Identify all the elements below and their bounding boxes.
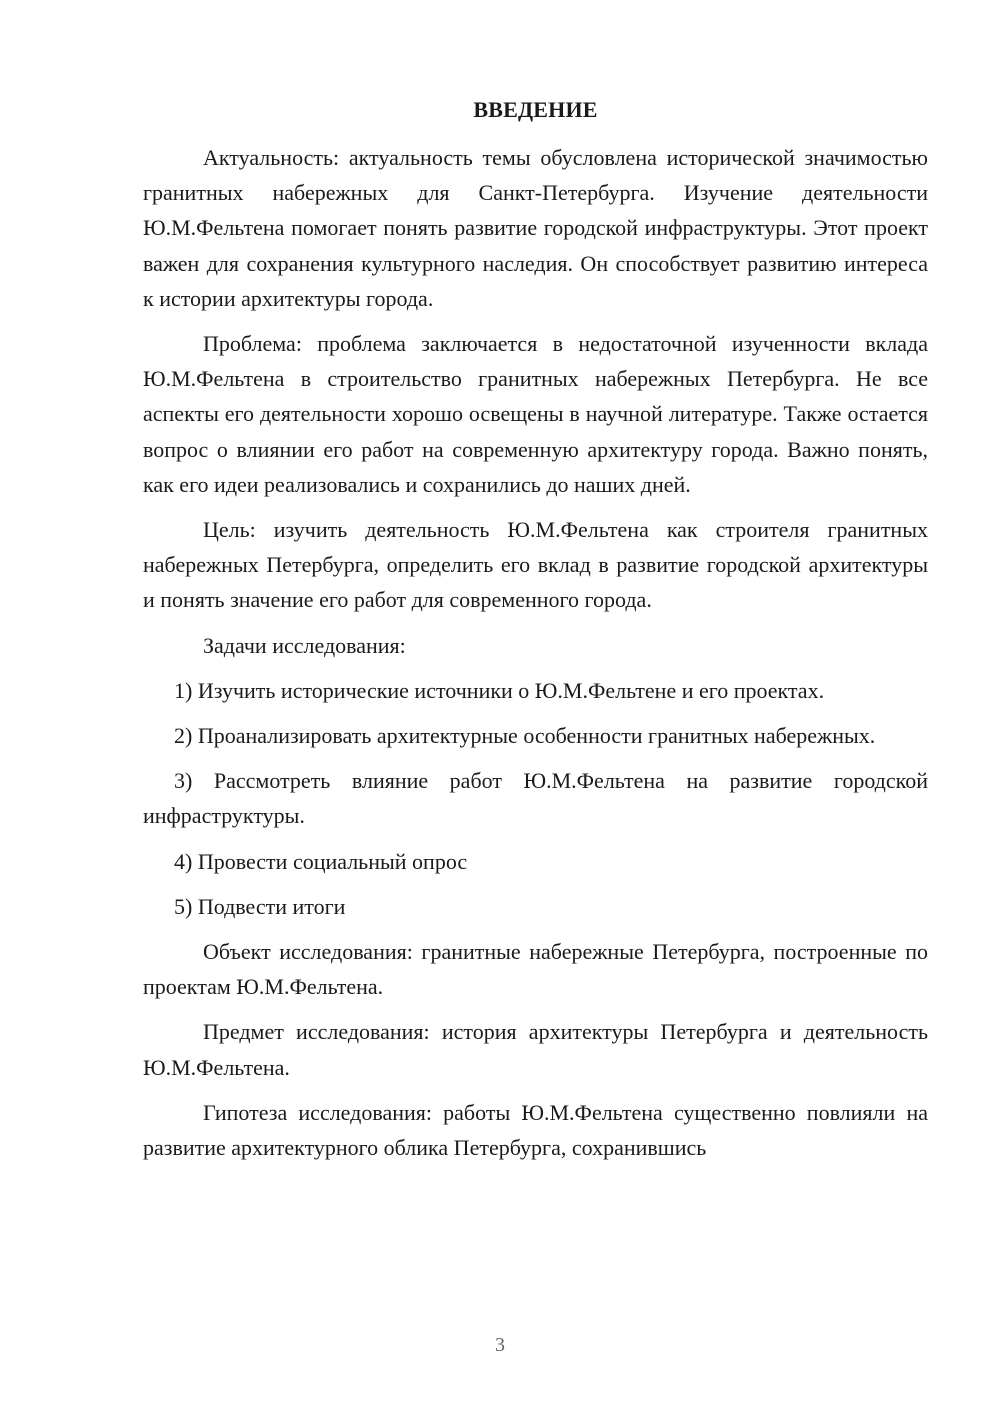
page-title: ВВЕДЕНИЕ	[473, 97, 598, 122]
list-item-task-5: 5) Подвести итоги	[174, 893, 346, 919]
page-number: 3	[495, 1334, 505, 1356]
list-item-task-3: 3) Рассмотреть влияние работ Ю.М.Фельтена на развитие городской инфраструктуры.	[143, 768, 928, 829]
paragraph-goal: Цель: изучить деятельность Ю.М.Фельтена как строителя гранитных набережных Петербурга, определить его вклад в развитие городской архитектуры и понять значение его работ для современного города.	[143, 517, 928, 613]
paragraph-object: Объект исследования: гранитные набережные Петербурга, построенные по проектам Ю.М.Фельтена.	[143, 939, 928, 1000]
page-body	[143, 92, 928, 1175]
paragraph-subject: Предмет исследования: история архитектуры Петербурга и деятельность Ю.М.Фельтена.	[143, 1019, 928, 1080]
list-item-task-1: 1) Изучить исторические источники о Ю.М.Фельтене и его проектах.	[174, 677, 825, 703]
list-item-task-4: 4) Провести социальный опрос	[174, 848, 468, 874]
list-item-task-2: 2) Проанализировать архитектурные особенности гранитных набережных.	[174, 723, 876, 749]
paragraph-problem: Проблема: проблема заключается в недостаточной изученности вклада Ю.М.Фельтена в строительство гранитных набережных Петербурга. Не все аспекты его деятельности хорошо освещены в научной литературе. Также остается вопрос о влиянии его работ на современную архитектуру города. Важно понять, как его идеи реализовались и сохранились до наших дней.	[143, 331, 928, 497]
paragraph-relevance: Актуальность: актуальность темы обусловлена исторической значимостью гранитных набережных для Санкт-Петербурга. Изучение деятельности Ю.М.Фельтена помогает понять развитие городской инфраструктуры. Этот проект важен для сохранения культурного наследия. Он способствует развитию интереса к истории архитектуры города.	[143, 145, 928, 311]
paragraph-hypothesis: Гипотеза исследования: работы Ю.М.Фельтена существенно повлияли на развитие архитектурного облика Петербурга, сохранившись	[143, 1099, 928, 1161]
tasks-heading: Задачи исследования:	[203, 632, 406, 658]
